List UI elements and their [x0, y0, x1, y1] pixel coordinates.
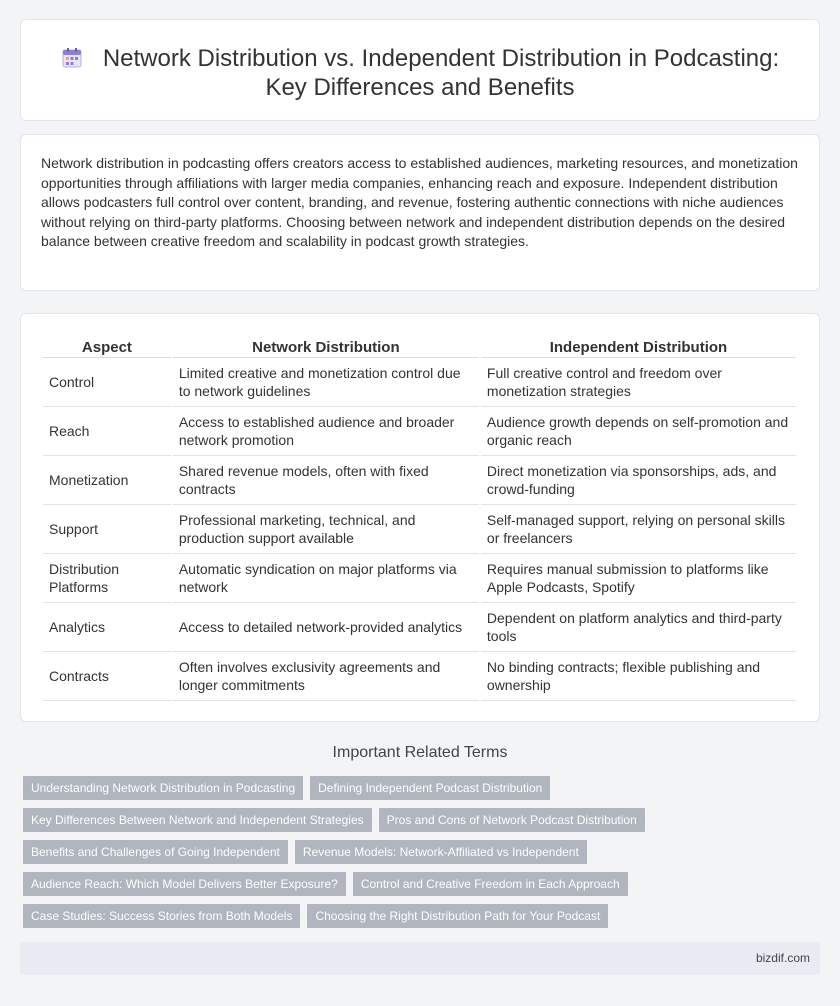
cell-aspect: Monetization: [43, 456, 171, 505]
related-tag-row: [23, 840, 587, 864]
related-tag-row: [23, 904, 608, 928]
cell-independent: No binding contracts; flexible publishing and ownership: [481, 652, 796, 701]
cell-network: Access to established audience and broader network promotion: [173, 407, 479, 456]
header-independent: Independent Distribution: [481, 336, 796, 358]
cell-network: Professional marketing, technical, and production support available: [173, 505, 479, 554]
table-row: [43, 505, 796, 554]
related-tag[interactable]: Pros and Cons of Network Podcast Distribution: [379, 808, 645, 832]
page-title-line-1: Network Distribution vs. Independent Distribution in Podcasting:: [102, 45, 780, 72]
table-row: [43, 407, 796, 456]
table-row: [43, 603, 796, 652]
header-aspect: Aspect: [43, 336, 171, 358]
cell-independent: Requires manual submission to platforms like Apple Podcasts, Spotify: [481, 554, 796, 603]
related-tag-row: [23, 872, 628, 896]
intro-card: [20, 134, 820, 291]
table-row: [43, 554, 796, 603]
related-tag[interactable]: Choosing the Right Distribution Path for Your Podcast: [307, 904, 608, 928]
cell-network: Access to detailed network-provided analytics: [173, 603, 479, 652]
cell-network: Automatic syndication on major platforms via network: [173, 554, 479, 603]
related-tag[interactable]: Benefits and Challenges of Going Independent: [23, 840, 288, 864]
cell-aspect: Support: [43, 505, 171, 554]
related-tag[interactable]: Understanding Network Distribution in Podcasting: [23, 776, 303, 800]
cell-aspect: Control: [43, 358, 171, 407]
related-tag[interactable]: Defining Independent Podcast Distribution: [310, 776, 550, 800]
table-row: [43, 456, 796, 505]
cell-aspect: Contracts: [43, 652, 171, 701]
related-tag[interactable]: Control and Creative Freedom in Each Approach: [353, 872, 628, 896]
footer: [20, 942, 820, 975]
table-row: [43, 358, 796, 407]
table-header-row: [43, 336, 796, 358]
comparison-card: [20, 313, 820, 722]
cell-aspect: Analytics: [43, 603, 171, 652]
cell-independent: Self-managed support, relying on personal skills or freelancers: [481, 505, 796, 554]
related-tag[interactable]: Audience Reach: Which Model Delivers Better Exposure?: [23, 872, 346, 896]
header-network: Network Distribution: [173, 336, 479, 358]
related-tag[interactable]: Key Differences Between Network and Independent Strategies: [23, 808, 372, 832]
page-title-line-2: Key Differences and Benefits: [265, 74, 575, 101]
cell-independent: Full creative control and freedom over monetization strategies: [481, 358, 796, 407]
cell-network: Often involves exclusivity agreements and longer commitments: [173, 652, 479, 701]
header-card: [20, 19, 820, 121]
related-tag-row: [23, 776, 550, 800]
comparison-table: [41, 336, 798, 701]
page-title: [21, 44, 819, 102]
intro-paragraph: Network distribution in podcasting offers creators access to established audiences, marketing resources, and monetization opportunities through affiliations with larger media companies, enhancing reach and exposure. Independent distribution allows podcasters full control over content, branding, and revenue, fostering authentic connections with niche audiences without relying on third-party platforms. Choosing between network and independent distribution depends on the desired balance between creative freedom and scalability in podcast growth strategies.: [41, 155, 798, 250]
related-terms-title: Important Related Terms: [332, 744, 508, 761]
cell-network: Shared revenue models, often with fixed contracts: [173, 456, 479, 505]
cell-independent: Direct monetization via sponsorships, ads, and crowd-funding: [481, 456, 796, 505]
cell-aspect: Distribution Platforms: [43, 554, 171, 603]
footer-brand[interactable]: bizdif.com: [755, 951, 810, 965]
cell-independent: Audience growth depends on self-promotion and organic reach: [481, 407, 796, 456]
cell-independent: Dependent on platform analytics and third-party tools: [481, 603, 796, 652]
cell-network: Limited creative and monetization control due to network guidelines: [173, 358, 479, 407]
related-tag[interactable]: Revenue Models: Network-Affiliated vs Independent: [295, 840, 587, 864]
related-tag[interactable]: Case Studies: Success Stories from Both Models: [23, 904, 300, 928]
table-row: [43, 652, 796, 701]
related-tag-row: [23, 808, 645, 832]
cell-aspect: Reach: [43, 407, 171, 456]
